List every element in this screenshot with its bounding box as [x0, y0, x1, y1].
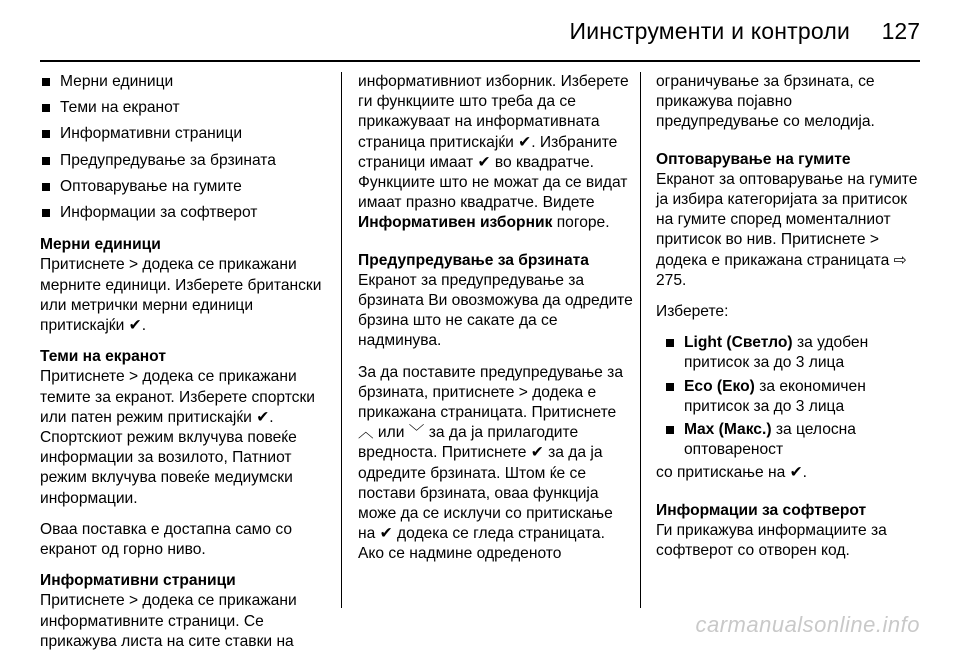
section-heading: Оптоварување на гумите	[656, 150, 851, 168]
page-number: 127	[881, 18, 920, 44]
bullet-square-icon	[42, 183, 50, 191]
cross-reference: Информативен изборник	[358, 214, 553, 232]
column-divider-1	[341, 72, 342, 608]
bullet-square-icon	[42, 157, 50, 165]
list-item: Теми на екранот	[40, 98, 328, 118]
section-paragraph: За да поставите предупредување за брзината, притиснете > додека е прикажана страницата. Притиснете ︿ или ﹀ за да ја прилагодите вредноста. Притиснете ✔ за да ја одредите брзината. Штом ќе се постави брзината, оваа функција може да се исклучи со притискање на ✔ додека се гледа страницата. Ако се надмине одреденото	[358, 363, 624, 563]
section-heading: Предупредување за брзината	[358, 251, 589, 269]
bullet-square-icon	[42, 104, 50, 112]
section-paragraph: Притиснете > додека се прикажани мерните единици. Изберете британски или метрички мерни единици притискајќи ✔.	[40, 256, 322, 335]
section-paragraph: Притиснете > додека се прикажани темите за екранот. Изберете спортски или патен режим притискајќи ✔. Спортскиот режим вклучува повеќе информации за возилото, Патниот режим вклучува повеќе медиумски информации.	[40, 368, 316, 507]
section-paragraph: Ги прикажува информациите за софтверот со отворен код.	[656, 521, 887, 560]
section-heading: Информативни страници	[40, 572, 236, 590]
list-item: Eco (Еко) за економичен притисок за до 3 лица	[664, 377, 918, 417]
section-paragraph: Притиснете > додека се прикажани информативните страници. Се прикажува листа на сите ставки на	[40, 592, 297, 650]
list-item: Информативни страници	[40, 124, 328, 144]
column-2	[358, 72, 634, 576]
section-paragraph: Изберете:	[656, 303, 729, 321]
column-1	[40, 72, 328, 663]
section-paragraph: информативниот изборник. Изберете ги функциите што треба да се прикажуваат на информативната страница притискајќи ✔. Избраните страници имаат ✔ во квадратче. Функциите што не можат да се видат имаат празно квадратче. Видете Информативен изборник погоре.	[358, 73, 629, 232]
list-item: Max (Макс.) за целосна оптовареност	[664, 420, 918, 460]
section-paragraph: Екранот за предупредување за брзината Ви овозможува да одредите брзина што не сакате да се надминува.	[358, 271, 633, 350]
section-heading: Мерни единици	[40, 236, 161, 254]
bullet-square-icon	[42, 130, 50, 138]
list-item: Информации за софтверот	[40, 203, 328, 223]
column-3	[656, 72, 918, 572]
column-divider-2	[640, 72, 641, 608]
list-item: Оптоварување на гумите	[40, 177, 328, 197]
bullet-list	[40, 72, 328, 223]
section-paragraph: Оваа поставка е достапна само со екранот од горно ниво.	[40, 520, 293, 559]
bullet-square-icon	[666, 426, 674, 434]
section-heading: Информации за софтверот	[656, 501, 867, 519]
list-item: Мерни единици	[40, 72, 328, 92]
section-heading: Теми на екранот	[40, 348, 166, 366]
list-item: Предупредување за брзината	[40, 151, 328, 171]
section-paragraph: со притискање на ✔.	[656, 464, 807, 482]
bullet-square-icon	[666, 383, 674, 391]
header-rule	[40, 60, 920, 62]
bullet-square-icon	[42, 78, 50, 86]
list-item: Light (Светло) за удобен притисок за до 3 лица	[664, 333, 918, 373]
bullet-square-icon	[42, 209, 50, 217]
watermark-text: carmanualsonline.info	[695, 612, 920, 637]
section-paragraph: Екранот за оптоварување на гумите ја избира категоријата за притисок на гумите според моменталниот притисок во нив. Притиснете > додека е прикажана страницата ⇨ 275.	[656, 170, 918, 289]
options-list	[656, 333, 918, 460]
header-title: Иинструменти и контроли	[569, 18, 850, 44]
section-paragraph: ограничување за брзината, се прикажува појавно предупредување со мелодија.	[656, 73, 875, 131]
bullet-square-icon	[666, 339, 674, 347]
